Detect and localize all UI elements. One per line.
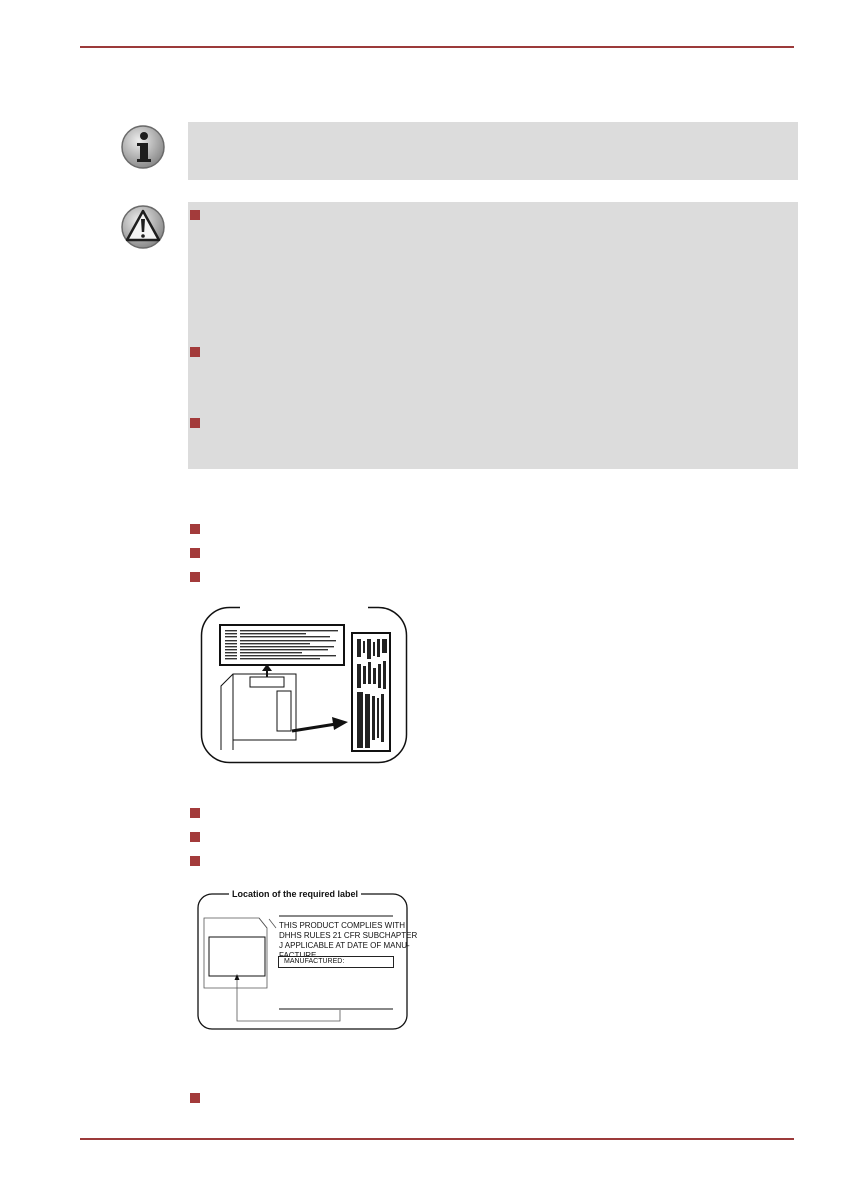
warning-icon — [120, 204, 166, 250]
warning-note-box — [188, 202, 798, 469]
warning-bullet-2 — [190, 347, 200, 357]
list-bullet-5 — [190, 832, 200, 842]
list-bullet-7 — [190, 1093, 200, 1103]
footer-rule — [80, 1138, 794, 1140]
list-bullet-6 — [190, 856, 200, 866]
info-icon — [120, 124, 166, 170]
drive-label-figure — [200, 606, 408, 764]
list-bullet-2 — [190, 548, 200, 558]
warning-bullet-1 — [190, 210, 200, 220]
list-bullet-1 — [190, 524, 200, 534]
compliance-label-text — [279, 921, 417, 961]
info-note-box — [188, 122, 798, 180]
list-bullet-4 — [190, 808, 200, 818]
manufactured-field: MANUFACTURED: — [278, 956, 394, 968]
label-line-2: DHHS RULES 21 CFR SUBCHAPTER — [279, 931, 418, 940]
warning-bullet-3 — [190, 418, 200, 428]
list-bullet-3 — [190, 572, 200, 582]
figure-caption: Location of the required label — [229, 888, 361, 900]
label-line-3: J APPLICABLE AT DATE OF MANU- — [279, 941, 410, 950]
label-line-1: THIS PRODUCT COMPLIES WITH — [279, 921, 406, 930]
header-rule — [80, 46, 794, 48]
